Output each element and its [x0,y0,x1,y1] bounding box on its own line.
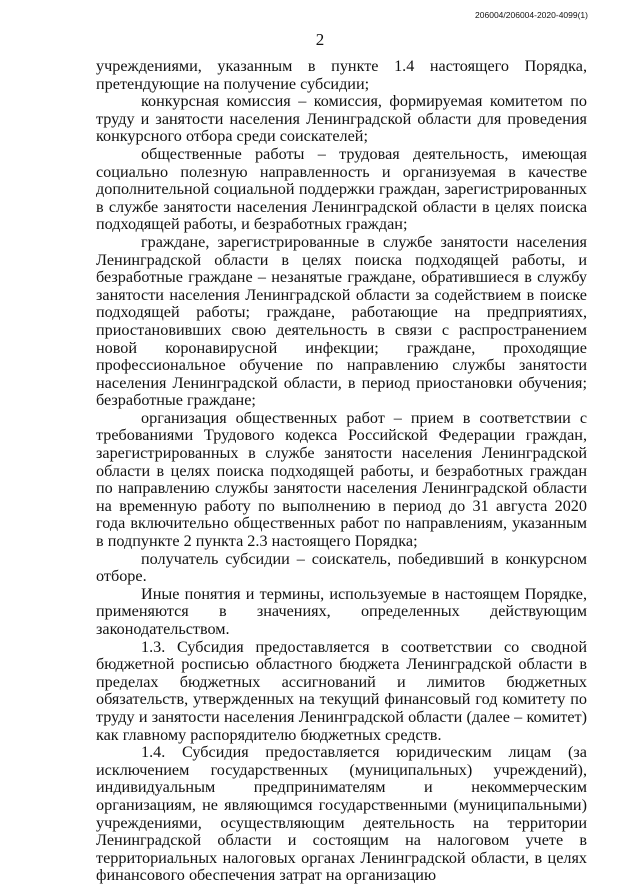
paragraph-definition-organization: организация общественных работ – прием в соответствии с требованиями Трудового кодекса Российской Федерации граждан, зарегистрированных в службе занятости населения Ленинградской области в целях поиска подходящей работы, и безработных граждан по направлению службы занятости населения Ленинградской области на временную работу по выполнению в период до 31 августа 2020 года включительно общественных работ по направлениям, указанным в подпункте 2 пункта 2.3 настоящего Порядка; [96,408,587,551]
document-id: 206004/206004-2020-4099(1) [475,10,588,20]
document-body [96,58,587,885]
paragraph-definition-recipient: получатель субсидии – соискатель, победивший в конкурсном отборе. [96,549,587,586]
paragraph-1-4: 1.4. Субсидия предоставляется юридическим лицам (за исключением государственных (муниципальных) учреждений), индивидуальным предпринимателям и некоммерческим организациям, не являющимся государственными (муниципальными) учреждениями, осуществляющим деятельность на территории Ленинградской области и состоящим на налоговом учете в территориальных налоговых органах Ленинградской области, в целях финансового обеспечения затрат на организацию [96,743,587,885]
paragraph-definition-citizens: граждане, зарегистрированные в службе занятости населения Ленинградской области в целях поиска подходящей работы, и безработные граждане – незанятые граждане, обратившиеся в службу занятости населения Ленинградской области за содействием в поиске подходящей работы; граждане, работающие на предприятиях, приостановивших свою деятельность в связи с распространением новой коронавирусной инфекции; граждане, проходящие профессиональное обучение по направлению службы занятости населения Ленинградской области, в период приостановки обучения; безработные граждане; [96,232,587,410]
paragraph-definition-commission: конкурсная комиссия – комиссия, формируемая комитетом по труду и занятости населения Ленинградской области для проведения конкурсного отбора среди соискателей; [96,92,587,146]
paragraph-1-3: 1.3. Субсидия предоставляется в соответствии со сводной бюджетной росписью областного бюджета Ленинградской области в пределах бюджетных ассигнований и лимитов бюджетных обязательств, утвержденных на текущий финансовый год комитету по труду и занятости населения Ленинградской области (далее – комитет) как главному распорядителю бюджетных средств. [96,637,587,744]
paragraph-other-terms: Иные понятия и термины, используемые в настоящем Порядке, применяются в значениях, определенных действующим законодательством. [96,584,587,638]
paragraph-definition-public-works: общественные работы – трудовая деятельность, имеющая социально полезную направленность и организуемая в качестве дополнительной социальной поддержки граждан, зарегистрированных в службе занятости населения Ленинградской области в целях поиска подходящей работы, и безработных граждан; [96,144,587,234]
paragraph-continuation: учреждениями, указанным в пункте 1.4 настоящего Порядка, претендующие на получение субсидии; [96,57,587,93]
page-number: 2 [315,30,325,49]
